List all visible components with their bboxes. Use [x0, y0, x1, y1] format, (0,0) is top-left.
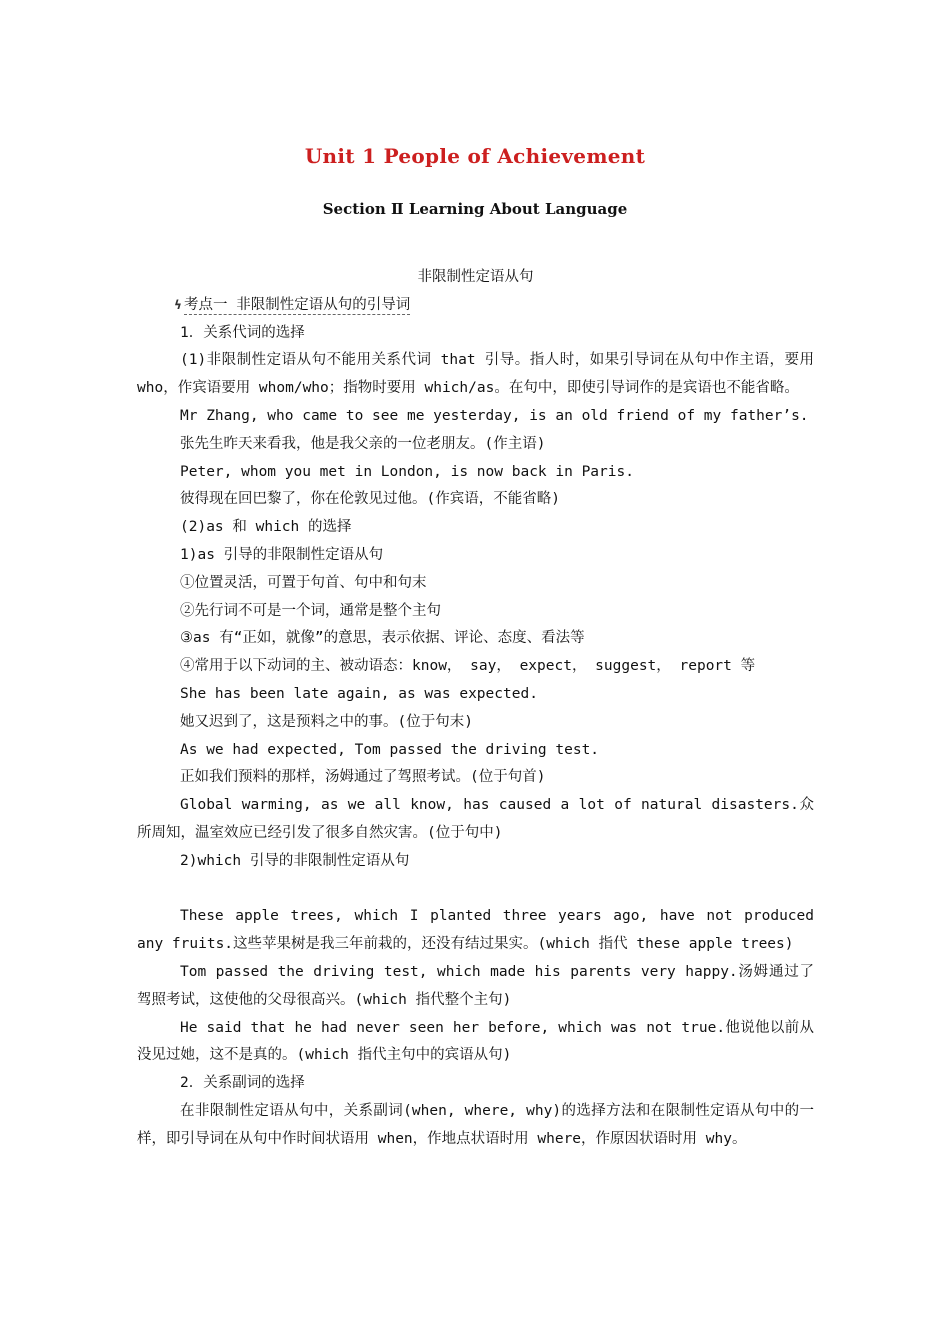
- topic-heading: 非限制性定语从句: [417, 269, 534, 285]
- paragraph: (2)as 和 which 的选择: [180, 519, 352, 536]
- paragraph: 2．关系副词的选择: [180, 1075, 305, 1092]
- document-body: [137, 264, 814, 1154]
- list-item: ④常用于以下动词的主、被动语态：know， say， expect， suggest， report 等: [180, 658, 756, 675]
- example-sentence: Mr Zhang, who came to see me yesterday, is an old friend of my father’s.: [180, 407, 809, 424]
- exam-point-label: 考点一 非限制性定语从句的引导词: [184, 296, 411, 313]
- example-sentence: Tom passed the driving test, which made his parents very happy.汤姆通过了驾照考试，这使他的父母很高兴。(which 指代整个主句): [137, 963, 814, 1008]
- list-item: ②先行词不可是一个词，通常是整个主句: [180, 602, 441, 619]
- example-translation: 张先生昨天来看我，他是我父亲的一位老朋友。(作主语): [180, 435, 546, 452]
- paragraph: 1)as 引导的非限制性定语从句: [180, 546, 384, 563]
- exam-point-heading: [137, 292, 814, 320]
- example-sentence: He said that he had never seen her before, which was not true.他说他以前从没见过她，这不是真的。(which 指代主句中的宾语从句): [137, 1019, 814, 1064]
- example-sentence: Peter, whom you met in London, is now back in Paris.: [180, 463, 634, 480]
- list-item: ③as 有“正如，就像”的意思，表示依据、评论、态度、看法等: [180, 630, 585, 647]
- paragraph: (1)非限制性定语从句不能用关系代词 that 引导。指人时，如果引导词在从句中作主语，要用 who，作宾语要用 whom/who；指物时要用 which/as。在句中，即使引导词作的是宾语也不能省略。: [137, 352, 814, 397]
- unit-title: Unit 1 People of Achievement: [304, 144, 646, 168]
- example-translation: 她又迟到了，这是预料之中的事。(位于句末): [180, 713, 473, 730]
- example-translation: 彼得现在回巴黎了，你在伦敦见过他。(作宾语，不能省略): [180, 491, 560, 508]
- example-sentence: These apple trees, which I planted three years ago, have not produced any fruits.这些苹果树是我三年前栽的，还没有结过果实。(which 指代 these apple trees): [137, 908, 814, 953]
- paragraph: 1．关系代词的选择: [180, 324, 305, 341]
- point-marker-icon: ϟ: [174, 297, 182, 312]
- list-item: ①位置灵活，可置于句首、句中和句末: [180, 574, 427, 591]
- example-sentence: She has been late again, as was expected.: [180, 685, 538, 702]
- example-sentence: Global warming, as we all know, has caused a lot of natural disasters.众所周知，温室效应已经引发了很多自然灾害。(位于句中): [137, 797, 814, 841]
- example-translation: 正如我们预料的那样，汤姆通过了驾照考试。(位于句首): [180, 769, 546, 786]
- blank-line: [137, 876, 814, 904]
- section-subtitle: Section Ⅱ Learning About Language: [322, 200, 628, 218]
- paragraph: 在非限制性定语从句中，关系副词(when, where, why)的选择方法和在限制性定语从句中的一样，即引导词在从句中作时间状语用 when，作地点状语时用 where，作原因状语时用 why。: [137, 1102, 814, 1147]
- example-sentence: As we had expected, Tom passed the driving test.: [180, 741, 600, 758]
- paragraph: 2)which 引导的非限制性定语从句: [180, 852, 410, 869]
